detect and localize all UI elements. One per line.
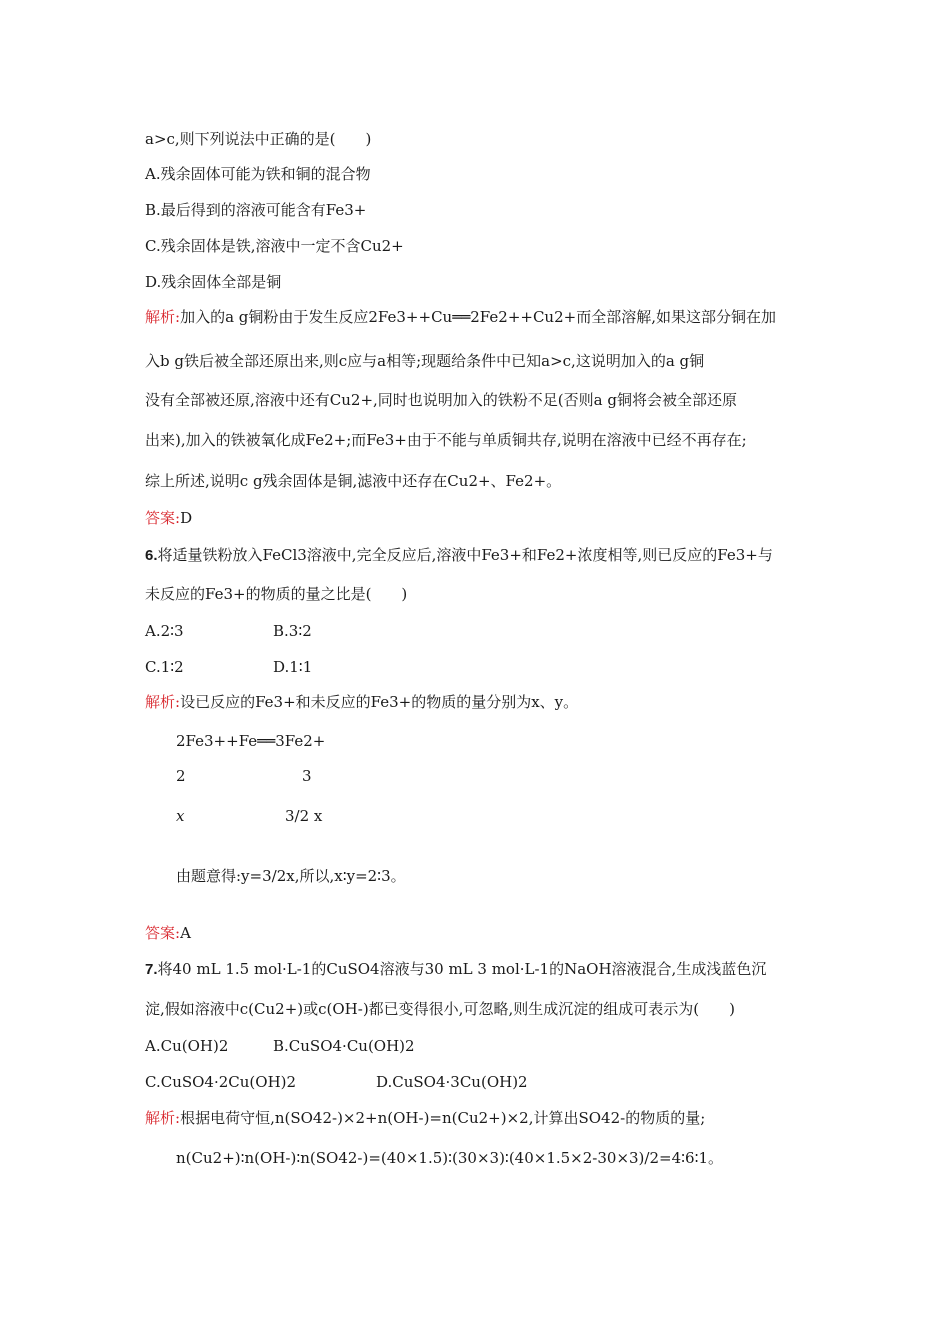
q6-stem-line-1: 6.将适量铁粉放入FeCl3溶液中,完全反应后,溶液中Fe3+和Fe2+浓度相等,则已反应的Fe3+与 [145,546,773,564]
q6-option-a: A.2∶3 [145,622,184,640]
q5-analysis-line-4: 出来),加入的铁被氧化成Fe2+;而Fe3+由于不能与单质铜共存,说明在溶液中已经不再存在; [145,431,747,449]
q5-option-b: B.最后得到的溶液可能含有Fe3+ [145,201,367,219]
q5-analysis-line-1: 解析:加入的a g铜粉由于发生反应2Fe3++Cu══2Fe2++Cu2+而全部溶解,如果这部分铜在加 [145,308,776,326]
q6-coef-left: 2 [176,767,186,785]
q7-stem-line-1: 7.将40 mL 1.5 mol·L-1的CuSO4溶液与30 mL 3 mol·L-1的NaOH溶液混合,生成浅蓝色沉 [145,960,767,978]
q7-stem-line-2: 淀,假如溶液中c(Cu2+)或c(OH-)都已变得很小,可忽略,则生成沉淀的组成可表示为( ) [145,1000,735,1018]
q5-option-d: D.残余固体全部是铜 [145,273,282,291]
q6-equation: 2Fe3++Fe══3Fe2+ [176,732,326,750]
q7-number: 7. [145,961,158,978]
q6-options-row-1 [145,621,545,641]
q7-option-b: B.CuSO4·Cu(OH)2 [273,1037,415,1055]
q7-options-row-1 [145,1036,645,1056]
q6-option-b: B.3∶2 [273,622,312,640]
q6-var-right: 3/2 x [285,807,323,825]
q5-option-a: A.残余固体可能为铁和铜的混合物 [145,165,371,183]
q6-analysis: 解析:设已反应的Fe3+和未反应的Fe3+的物质的量分别为x、y。 [145,693,579,711]
q6-conclusion: 由题意得:y=3/2x,所以,x∶y=2∶3。 [176,867,406,885]
q6-options-row-2 [145,657,545,677]
q7-option-a: A.Cu(OH)2 [145,1037,229,1055]
q5-analysis-line-5: 综上所述,说明c g残余固体是铜,滤液中还存在Cu2+、Fe2+。 [145,472,562,490]
q5-analysis-line-2: 入b g铁后被全部还原出来,则c应与a相等;现题给条件中已知a>c,这说明加入的a g铜 [145,352,705,370]
q6-coef-right: 3 [302,767,312,785]
q7-option-d: D.CuSO4·3Cu(OH)2 [376,1073,528,1091]
q5-stem-tail: a>c,则下列说法中正确的是( ) [145,130,372,148]
q5-analysis-label: 解析: [145,308,181,326]
q6-number: 6. [145,547,158,564]
q5-analysis-line-3: 没有全部被还原,溶液中还有Cu2+,同时也说明加入的铁粉不足(否则a g铜将会被全部还原 [145,391,737,409]
q7-ratio-line: n(Cu2+)∶n(OH-)∶n(SO42-)=(40×1.5)∶(30×3)∶(40×1.5×2-30×3)/2=4∶6∶1。 [176,1149,724,1167]
q6-var-left: x [176,807,185,825]
q6-answer: 答案:A [145,924,191,942]
q7-analysis: 解析:根据电荷守恒,n(SO42-)×2+n(OH-)=n(Cu2+)×2,计算出SO42-的物质的量; [145,1109,706,1127]
q7-option-c: C.CuSO4·2Cu(OH)2 [145,1073,297,1091]
q5-answer: 答案:D [145,509,193,527]
q6-stem-line-2: 未反应的Fe3+的物质的量之比是( ) [145,585,408,603]
q6-option-c: C.1∶2 [145,658,184,676]
q6-option-d: D.1∶1 [273,658,313,676]
q5-option-c: C.残余固体是铁,溶液中一定不含Cu2+ [145,237,404,255]
q7-options-row-2 [145,1072,645,1092]
